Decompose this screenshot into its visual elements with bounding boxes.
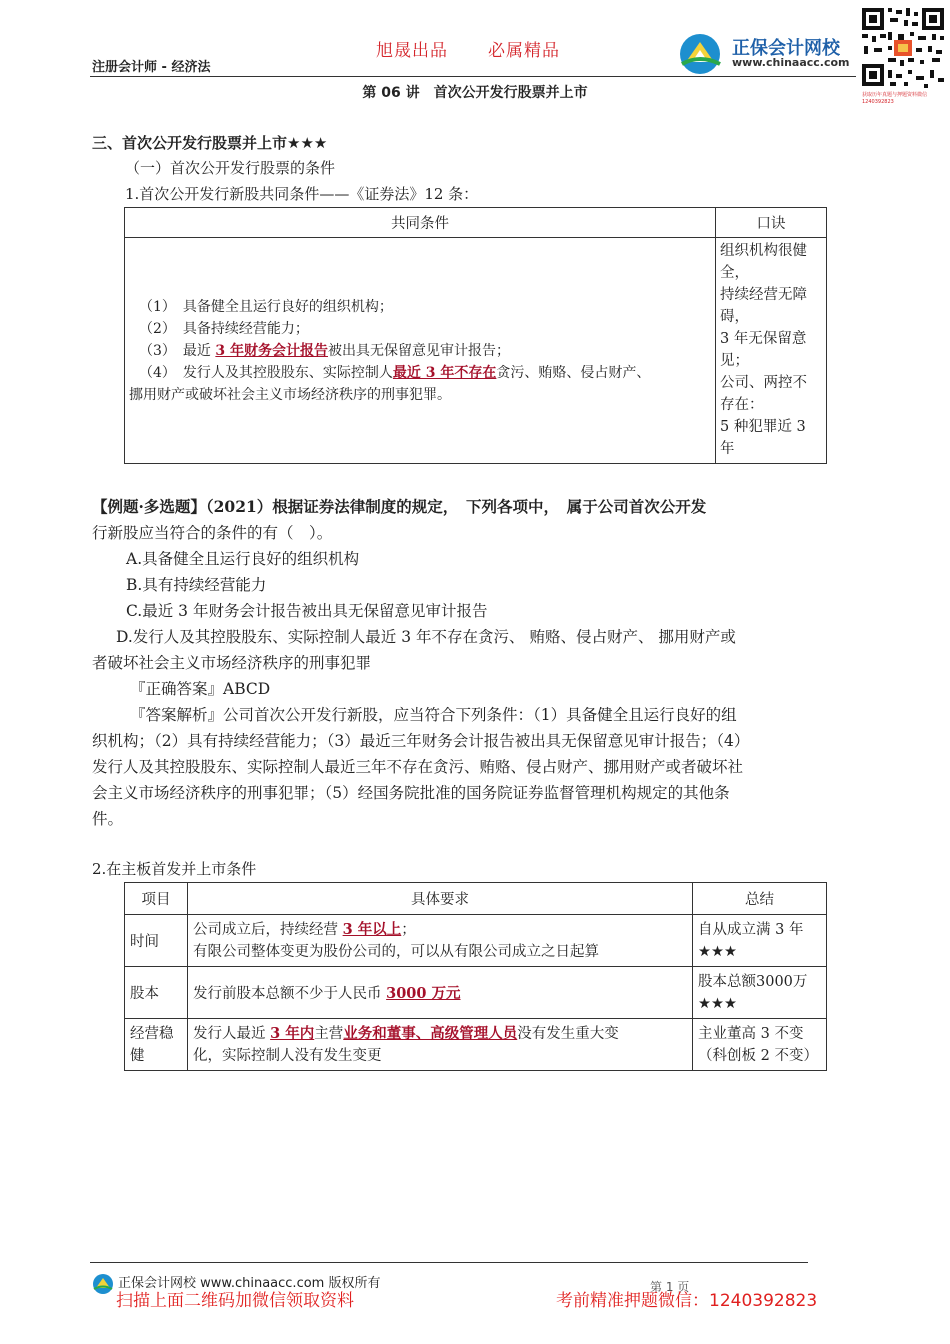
- qr-code[interactable]: [858, 4, 948, 90]
- subsection-title: （一）首次公开发行股票的条件: [125, 159, 336, 177]
- question-line-2: 行新股应当符合的条件的有（ ）。: [92, 524, 333, 542]
- brand-name: 正保会计网校: [732, 38, 840, 59]
- slogan-2: 必属精品: [488, 41, 560, 61]
- footer-logo-icon: [92, 1273, 114, 1295]
- explanation-line-5: 件。: [92, 810, 124, 828]
- header-requirement: 具体要求: [188, 883, 693, 915]
- explanation-line-4: 会主义市场经济秩序的刑事犯罪；（5）经国务院批准的国务院证券监督管理机构规定的其他条: [92, 784, 730, 802]
- stars: ★★★: [698, 943, 737, 960]
- qr-code-icon: [858, 4, 948, 90]
- header-item: 项目: [125, 883, 188, 915]
- option-d-cont: 者破坏社会主义市场经济秩序的刑事犯罪: [92, 654, 372, 672]
- explanation-line-1: 『答案解析』公司首次公开发行新股，应当符合下列条件：（1）具备健全且运行良好的组: [130, 706, 737, 724]
- row-stability-item: 经营稳 健: [125, 1019, 188, 1071]
- highlight-3000: 3000 万元: [386, 985, 461, 1002]
- item-1-title: 1.首次公开发行新股共同条件——《证券法》12 条：: [125, 185, 479, 203]
- footer-divider: [90, 1262, 808, 1263]
- common-conditions-table: [124, 207, 827, 464]
- logo-emblem-icon: [678, 32, 724, 76]
- explanation-line-3: 发行人及其控股股东、实际控制人最近三年不存在贪污、贿赂、侵占财产、挪用财产或者破坏社: [92, 758, 744, 776]
- row-time-requirement: 公司成立后，持续经营 3 年以上； 有限公司整体变更为股份公司的，可以从有限公司成立之日起算: [188, 915, 693, 967]
- header-mnemonic: 口诀: [716, 208, 827, 238]
- mnemonic-cell: 组织机构很健 全， 持续经营无障 碍， 3 年无保留意 见； 公司、两控不 存在： 5 种犯罪近 3 年: [716, 238, 827, 464]
- header-condition: 共同条件: [125, 208, 716, 238]
- lecture-title: 第 06 讲 首次公开发行股票并上市: [362, 85, 588, 101]
- footer-copyright: 正保会计网校 www.chinaacc.com 版权所有: [92, 1272, 380, 1295]
- highlight-3-year-report: 3 年财务会计报告: [215, 342, 328, 359]
- row-stability-requirement: 发行人最近 3 年内主营业务和董事、高级管理人员没有发生重大变 化，实际控制人没有发生变更: [188, 1019, 693, 1071]
- condition-1: （1） 具备健全且运行良好的组织机构；: [139, 298, 393, 315]
- course-name: 注册会计师 - 经济法: [92, 60, 211, 75]
- main-board-table: [124, 882, 827, 1071]
- row-capital-requirement: 发行前股本总额不少于人民币 3000 万元: [188, 967, 693, 1019]
- section-title: 三、首次公开发行股票并上市★★★: [92, 134, 328, 152]
- condition-2: （2） 具备持续经营能力；: [139, 320, 309, 337]
- condition-cell: [125, 238, 716, 464]
- header-slogan: [376, 36, 600, 61]
- highlight-business-directors: 业务和董事、高级管理人员: [343, 1024, 518, 1042]
- header-divider: [90, 76, 856, 77]
- row-time-item: 时间: [125, 915, 188, 967]
- slogan-1: 旭晟出品: [376, 41, 448, 61]
- item-2-title: 2.在主板首发并上市条件: [92, 860, 257, 878]
- row-stability-summary: 主业董高 3 不变 （科创板 2 不变）: [693, 1019, 827, 1071]
- condition-4: （4） 发行人及其控股股东、实际控制人最近 3 年不存在贪污、贿赂、侵占财产、: [139, 364, 651, 381]
- option-a: A.具备健全且运行良好的组织机构: [126, 550, 360, 568]
- row-capital-item: 股本: [125, 967, 188, 1019]
- footer-promo-right: 考前精准押题微信：1240392823: [556, 1291, 818, 1311]
- option-d: D.发行人及其控股股东、实际控制人最近 3 年不存在贪污、 贿赂、侵占财产、 挪用财产或: [116, 628, 736, 646]
- option-c: C.最近 3 年财务会计报告被出具无保留意见审计报告: [126, 602, 488, 620]
- explanation-line-2: 织机构；（2）具有持续经营能力；（3）最近三年财务会计报告被出具无保留意见审计报告；（4）: [92, 732, 750, 750]
- row-time-summary: 自从成立满 3 年 ★★★: [693, 915, 827, 967]
- condition-3: （3） 最近 3 年财务会计报告被出具无保留意见审计报告；: [139, 342, 510, 359]
- option-b: B.具有持续经营能力: [126, 576, 267, 594]
- highlight-3-year-not-exist: 最近 3 年不存在: [392, 364, 497, 381]
- row-capital-summary: 股本总额3000万 ★★★: [693, 967, 827, 1019]
- correct-answer: 『正确答案』ABCD: [130, 680, 271, 698]
- page-number: 第 1 页: [650, 1280, 690, 1294]
- example-question: [92, 494, 749, 832]
- qr-caption: 获取历年真题与押题资料微信 1240392823: [862, 92, 928, 105]
- highlight-3-years-within: 3 年内: [270, 1024, 315, 1042]
- brand-logo[interactable]: [678, 32, 858, 76]
- condition-4-cont: 挪用财产或破坏社会主义市场经济秩序的刑事犯罪。: [129, 386, 451, 403]
- header-summary: 总结: [693, 883, 827, 915]
- highlight-3-years-above: 3 年以上: [342, 920, 402, 938]
- question-line-1: 【例题·多选题】（2021）根据证券法律制度的规定， 下列各项中， 属于公司首次公开发: [92, 497, 707, 516]
- brand-url: www.chinaacc.com: [732, 56, 850, 69]
- footer-promo-left: 扫描上面二维码加微信领取资料: [116, 1291, 354, 1311]
- stars: ★★★: [698, 995, 737, 1012]
